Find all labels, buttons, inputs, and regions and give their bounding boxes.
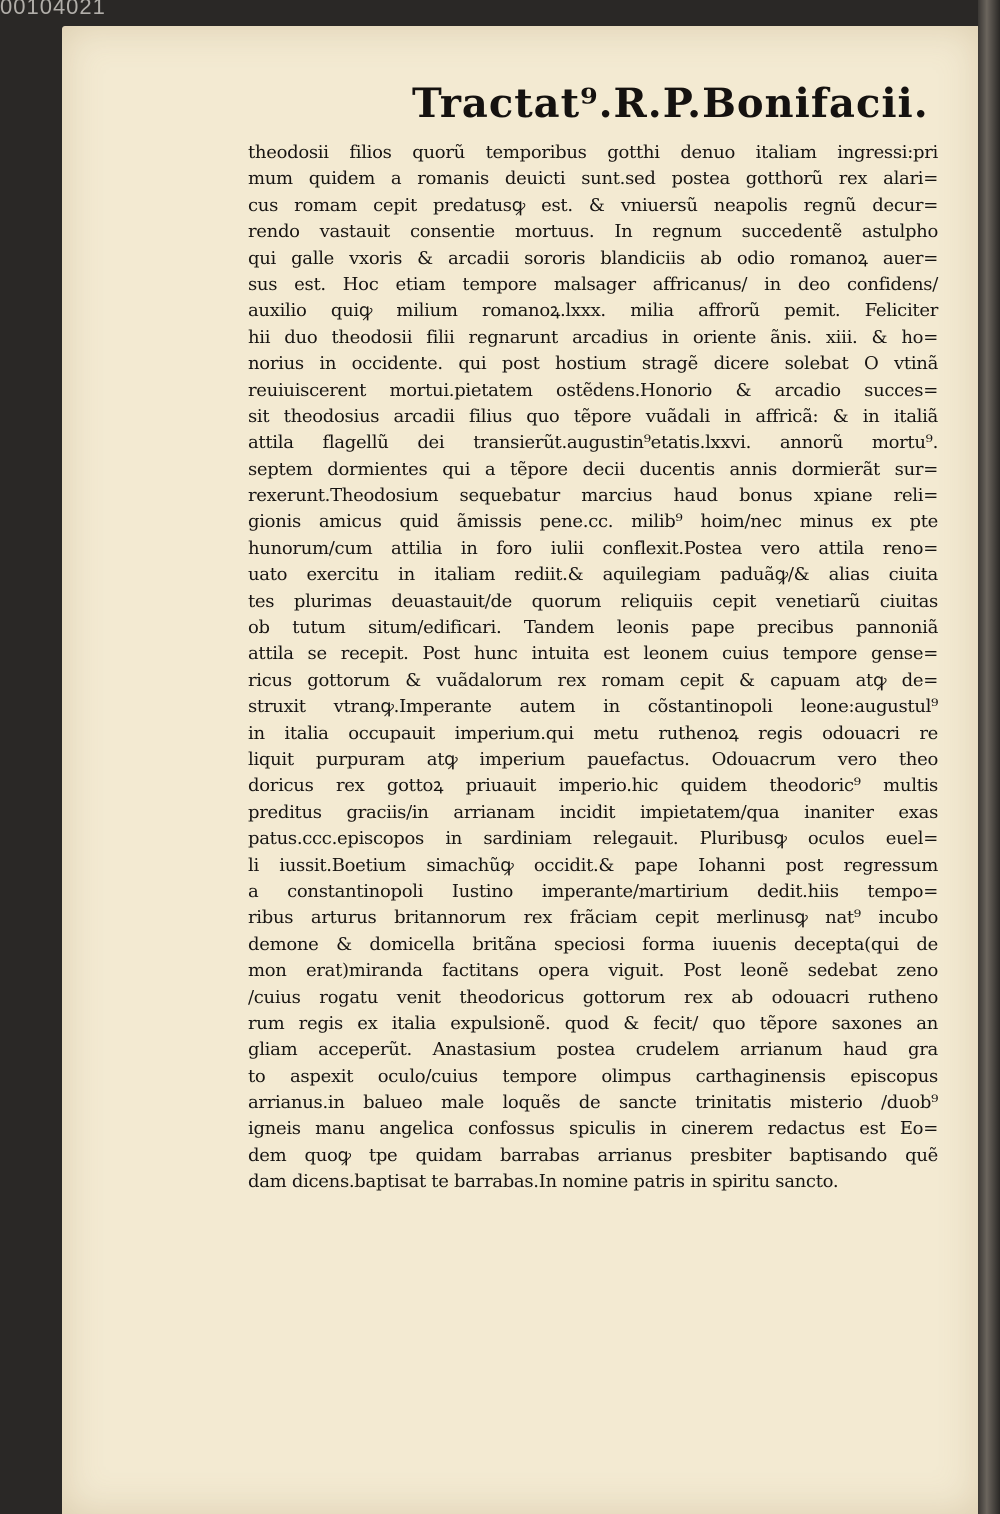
text-line: qui galle vxoris & arcadii sororis blandiciis ab odio romanoꝝ auer= (248, 247, 938, 269)
text-line: ribus arturus britannorum rex frãciam cepit merlinusꝙ nat⁹ incubo (248, 907, 938, 929)
text-line: rum regis ex italia expulsionẽ. quod & fecit/ quo tẽpore saxones an (248, 1012, 938, 1034)
text-line: in italia occupauit imperium.qui metu ruthenoꝝ regis odouacri re (248, 722, 938, 744)
scan-id-label: 00104021 (0, 0, 106, 19)
text-line: demone & domicella britãna speciosi forma iuuenis decepta(qui de (248, 933, 938, 955)
text-line: septem dormientes qui a tẽpore decii ducentis annis dormierãt sur= (248, 458, 938, 480)
text-line: doricus rex gottoꝝ priuauit imperio.hic quidem theodoric⁹ multis (248, 775, 938, 797)
text-line: struxit vtranꝙ.Imperante autem in cõstantinopoli leone:augustul⁹ (248, 696, 938, 718)
text-line: patus.ccc.episcopos in sardiniam relegauit. Pluribusꝙ oculos euel= (248, 828, 938, 850)
text-line: /cuius rogatu venit theodoricus gottorum rex ab odouacri rutheno (248, 986, 938, 1008)
text-line: arrianus.in balueo male loquẽs de sancte trinitatis misterio /duob⁹ (248, 1092, 938, 1114)
text-line: mon erat)miranda factitans opera viguit. Post leonẽ sedebat zeno (248, 960, 938, 982)
text-line: preditus graciis/in arrianam incidit impietatem/qua inaniter exas (248, 801, 938, 823)
text-line: gionis amicus quid ãmissis pene.cc. milib⁹ hoim/nec minus ex pte (248, 511, 938, 533)
text-line: cus romam cepit predatusꝙ est. & vniuersũ neapolis regnũ decur= (248, 194, 938, 216)
text-line: ob tutum situm/edificari. Tandem leonis pape precibus pannoniã (248, 617, 938, 639)
text-line: hunorum/cum attilia in foro iulii conflexit.Postea vero attila reno= (248, 537, 938, 559)
page-edge (978, 0, 1000, 1514)
text-line: uato exercitu in italiam rediit.& aquilegiam paduãꝙ/& alias ciuita (248, 564, 938, 586)
text-line: theodosii filios quorũ temporibus gotthi denuo italiam ingressi:pri (248, 142, 938, 163)
text-line: liquit purpuram atꝙ imperium pauefactus. Odouacrum vero theo (248, 748, 938, 770)
text-line: sit theodosius arcadii filius quo tẽpore vuãdali in affricã: & in italiã (248, 405, 938, 427)
text-line: sus est. Hoc etiam tempore malsager affricanus/ in deo confidens/ (248, 273, 938, 295)
text-line: tes plurimas deuastauit/de quorum reliquiis cepit venetiarũ ciuitas (248, 590, 938, 612)
text-line: attila se recepit. Post hunc intuita est leonem cuius tempore gense= (248, 643, 938, 665)
text-line: rendo vastauit consentie mortuus. In regnum succedentẽ astulpho (248, 221, 938, 243)
text-line: dam dicens.baptisat te barrabas.In nomine patris in spiritu sancto. (248, 1171, 839, 1193)
text-line: dem quoꝙ tpe quidam barrabas arrianus presbiter baptisando quẽ (248, 1144, 938, 1166)
text-line: norius in occidente. qui post hostium stragẽ dicere solebat O vtinã (248, 353, 938, 375)
text-line: rexerunt.Theodosium sequebatur marcius haud bonus xpiane reli= (248, 485, 938, 507)
text-line: reuiuiscerent mortui.pietatem ostẽdens.Honorio & arcadio succes= (248, 379, 938, 401)
text-line: hii duo theodosii filii regnarunt arcadius in oriente ãnis. xiii. & ho= (248, 326, 938, 348)
text-line: li iussit.Boetium simachũꝙ occidit.& pape Iohanni post regressum (248, 854, 938, 876)
text-line: to aspexit oculo/cuius tempore olimpus carthaginensis episcopus (248, 1065, 938, 1087)
text-line: attila flagellũ dei transierũt.augustin⁹etatis.lxxvi. annorũ mortu⁹. (248, 432, 938, 454)
text-line: igneis manu angelica confossus spiculis in cinerem redactus est Eo= (248, 1118, 938, 1140)
page-title: Tractat⁹.R.P.Bonifacii. (412, 80, 929, 127)
body-text (248, 140, 938, 1196)
text-line: mum quidem a romanis deuicti sunt.sed postea gotthorũ rex alari= (248, 168, 938, 190)
text-line: a constantinopoli Iustino imperante/martirium dedit.hiis tempo= (248, 880, 938, 902)
text-line: ricus gottorum & vuãdalorum rex romam cepit & capuam atꝙ de= (248, 669, 938, 691)
text-line: auxilio quiꝙ milium romanoꝝ.lxxx. milia affrorũ pemit. Feliciter (248, 300, 938, 322)
text-line: gliam acceperũt. Anastasium postea crudelem arrianum haud gra (248, 1039, 938, 1061)
